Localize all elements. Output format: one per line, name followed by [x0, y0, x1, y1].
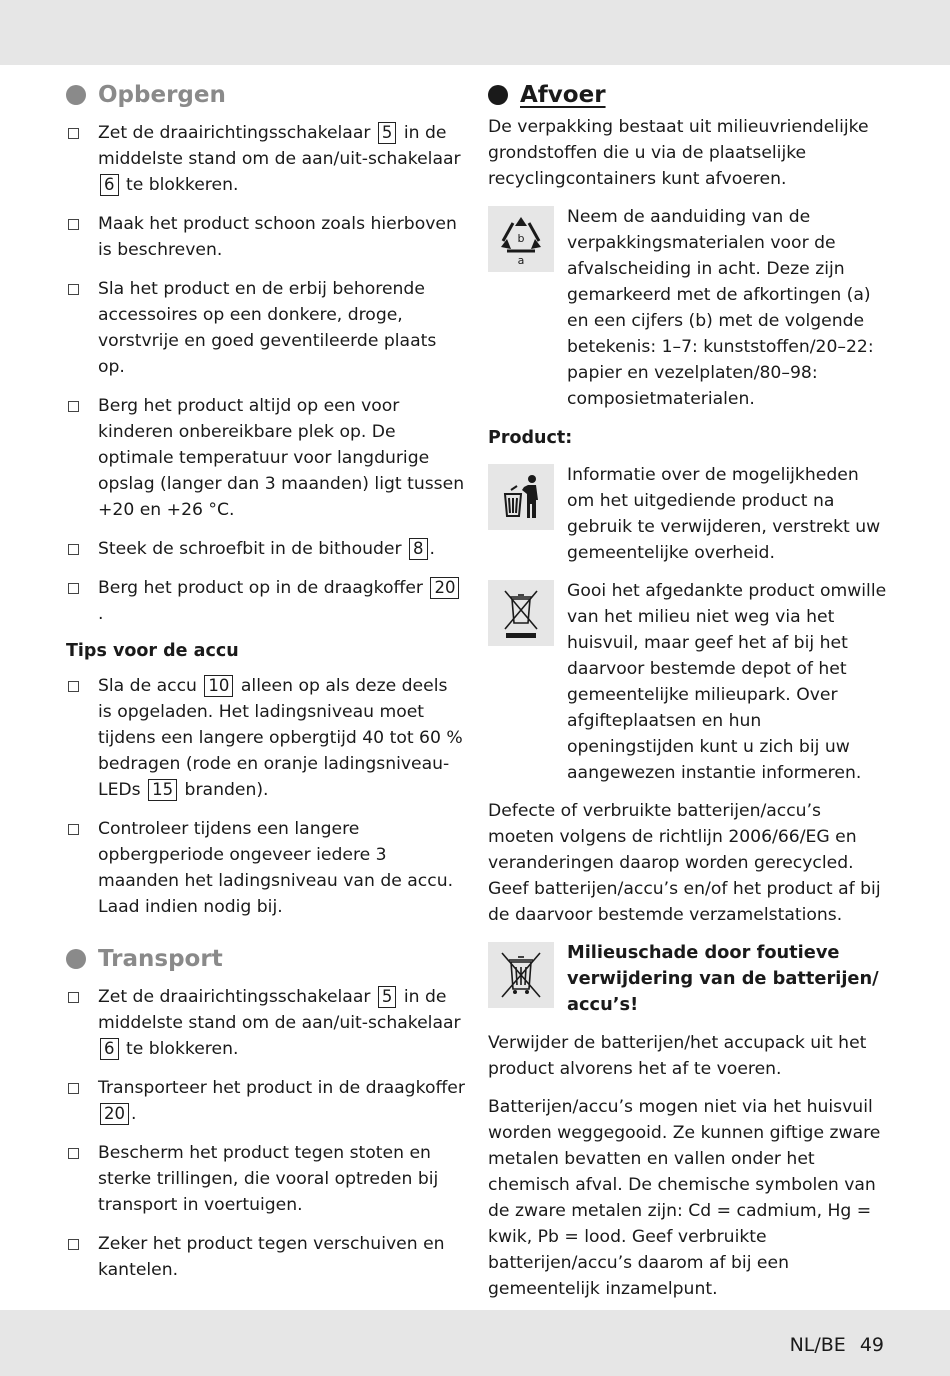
- subheading-product: Product:: [488, 428, 573, 448]
- section-heading-afvoer: Afvoer: [488, 78, 888, 112]
- part-number: 6: [100, 1038, 119, 1060]
- checkbox-square-icon: [66, 575, 98, 627]
- checkbox-square-icon: [66, 1075, 98, 1127]
- list-item: Transporteer het product in de draagkoffer 20 .: [66, 1075, 466, 1127]
- svg-text:b: b: [517, 232, 525, 245]
- section-heading-transport: Transport: [66, 942, 466, 976]
- afvoer-intro: De verpakking bestaat uit milieuvriendelijke grondstoffen die u via de plaatselijke recyclingcontainers kunt afvoeren.: [488, 117, 869, 189]
- list-item: Berg het product altijd op een voor kinderen onbereikbare plek op. De optimale temperatuur voor langdurige opslag (langer dan 3 maanden) ligt tussen +20 en +26 °C.: [66, 393, 466, 523]
- language-code: NL/BE: [789, 1334, 846, 1356]
- subheading-tips: Tips voor de accu: [66, 641, 239, 661]
- part-number: 15: [148, 779, 177, 801]
- checkbox-square-icon: [66, 211, 98, 263]
- checkbox-square-icon: [66, 984, 98, 1062]
- list-item: Controleer tijdens een langere opbergperiode ongeveer iedere 3 maanden het ladingsniveau van de accu. Laad indien nodig bij.: [66, 816, 466, 920]
- batteries-remove-paragraph: Verwijder de batterijen/het accupack uit het product alvorens het af te voeren.: [488, 1033, 867, 1079]
- checkbox-square-icon: [66, 393, 98, 523]
- list-item: Zet de draairichtingsschakelaar 5 in de middelste stand om de aan/uit-schakelaar 6 te blokkeren.: [66, 120, 466, 198]
- right-column: [488, 78, 888, 1314]
- checkbox-square-icon: [66, 1140, 98, 1218]
- part-number: 6: [100, 174, 119, 196]
- svg-text:a: a: [517, 254, 525, 267]
- bullet-dot-icon: [66, 85, 86, 105]
- part-number: 8: [409, 538, 428, 560]
- list-item: Sla het product en de erbij behorende accessoires op een donkere, droge, vorstvrije en goed geventileerde plaats op.: [66, 276, 466, 380]
- checkbox-square-icon: [66, 276, 98, 380]
- part-number: 20: [430, 577, 459, 599]
- weee-info: Gooi het afgedankte product omwille van het milieu niet weg via het huisvuil, maar geef het af bij het daarvoor bestemde depot of het gemeentelijke milieupark. Over afgifteplaatsen en hun openingstijden kunt u zich bij uw aangewezen instantie informeren.: [488, 578, 888, 786]
- recycle-info: b a Neem de aanduiding van de verpakkingsmaterialen voor de afvalscheiding in acht. Deze zijn gemarkeerd met de afkortingen (a) en een cijfers (b) met de volgende betekenis: 1–7: kunststoffen/20–22: papier en vezelplaten/80–98: composietmaterialen.: [488, 204, 888, 412]
- list-item: Berg het product op in de draagkoffer 20.: [66, 575, 466, 627]
- battery-warning: Milieuschade door foutieve verwijdering van de batterijen/ accu’s!: [488, 940, 888, 1018]
- list-item: Zeker het product tegen verschuiven en kantelen.: [66, 1231, 466, 1283]
- part-number: 5: [378, 122, 397, 144]
- part-number: 20: [100, 1103, 129, 1125]
- crossed-bin-icon: [488, 942, 554, 1008]
- header-band: [0, 0, 950, 65]
- person-bin-icon: [488, 464, 554, 530]
- left-column: [66, 78, 466, 1296]
- checkbox-square-icon: [66, 816, 98, 920]
- list-item: Steek de schroefbit in de bithouder 8 .: [66, 536, 466, 562]
- list-item: Maak het product schoon zoals hierboven is beschreven.: [66, 211, 466, 263]
- bullet-dot-icon: [66, 949, 86, 969]
- disposal-info: Informatie over de mogelijkheden om het uitgediende product na gebruik te verwijderen, verstrekt uw gemeentelijke overheid.: [488, 462, 888, 566]
- batteries-paragraph: Defecte of verbruikte batterijen/accu’s moeten volgens de richtlijn 2006/66/EG en veranderingen daarop worden gerecycled. Geef batterijen/accu’s en/of het product af bij de daarvoor bestemde verzamelstations.: [488, 801, 881, 925]
- crossed-bin-icon: [488, 580, 554, 646]
- batteries-chemical-paragraph: Batterijen/accu’s mogen niet via het huisvuil worden weggegooid. Ze kunnen giftige zware metalen bevatten en vallen onder het chemisch afval. De chemische symbolen van de zware metalen zijn: Cd = cadmium, Hg = kwik, Pb = lood. Geef verbruikte batterijen/accu’s daarom af bij een gemeentelijk inzamelpunt.: [488, 1097, 881, 1299]
- list-item: Zet de draairichtingsschakelaar 5 in de middelste stand om de aan/uit-schakelaar 6 te blokkeren.: [66, 984, 466, 1062]
- section-heading-opbergen: Opbergen: [66, 78, 466, 112]
- list-item: Bescherm het product tegen stoten en sterke trillingen, die vooral optreden bij transport in voertuigen.: [66, 1140, 466, 1218]
- recycle-triangle-icon: [488, 206, 554, 272]
- checkbox-square-icon: [66, 1231, 98, 1283]
- part-number: 10: [204, 675, 233, 697]
- checkbox-square-icon: [66, 536, 98, 562]
- checkbox-square-icon: [66, 120, 98, 198]
- part-number: 5: [378, 986, 397, 1008]
- page-footer: [790, 1334, 884, 1356]
- page-number: 49: [859, 1334, 884, 1356]
- bullet-dot-icon: [488, 85, 508, 105]
- checkbox-square-icon: [66, 673, 98, 803]
- list-item: Sla de accu 10 alleen op als deze deels is opgeladen. Het ladingsniveau moet tijdens een langere opbergtijd 40 tot 60 % bedragen (rode en oranje ladingsniveau-LEDs 15 branden).: [66, 673, 466, 803]
